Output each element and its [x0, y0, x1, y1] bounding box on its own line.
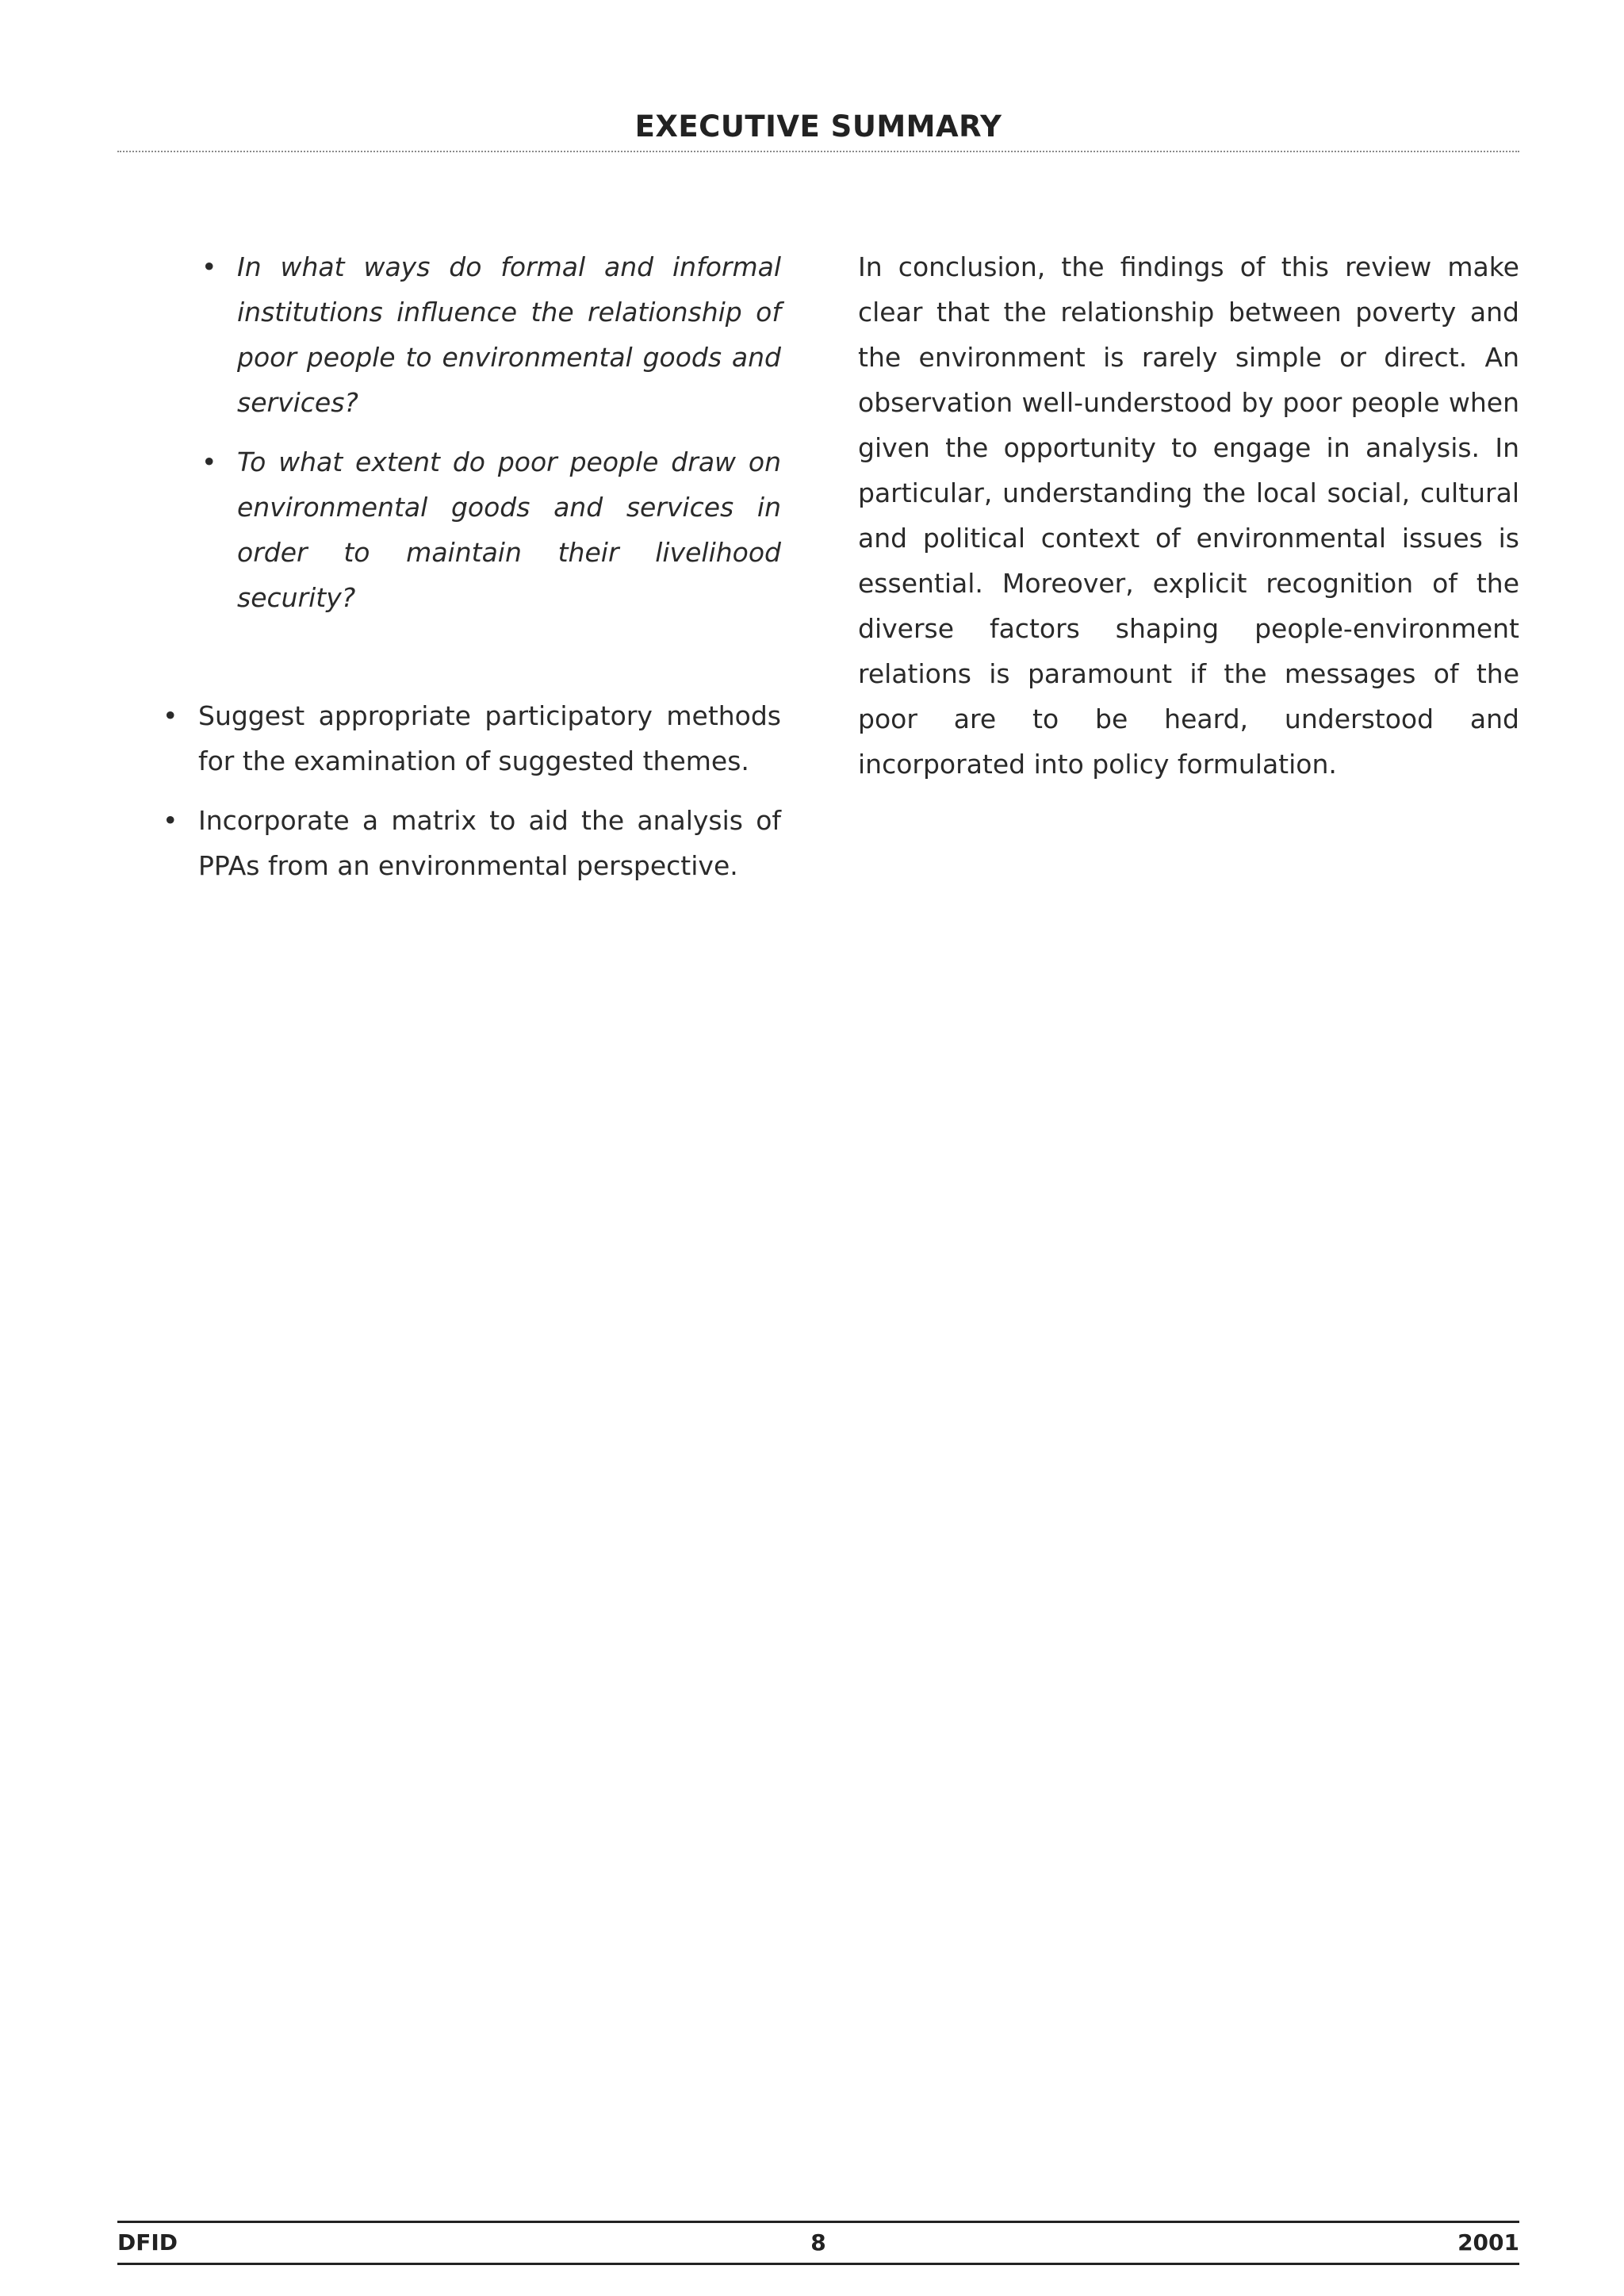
page-footer — [117, 2221, 1519, 2265]
right-column — [858, 244, 1519, 787]
page-header — [117, 109, 1519, 152]
list-item — [201, 439, 781, 620]
bullet-icon: • — [201, 251, 217, 282]
list-item — [163, 798, 781, 888]
bullet-icon: • — [163, 700, 178, 731]
left-column — [155, 244, 781, 903]
list-item-text: In what ways do formal and informal institutions influence the relationship of poor people to environmental goods and services? — [237, 251, 781, 418]
list-item-text: Suggest appropriate participatory methods for the examination of suggested themes. — [198, 700, 781, 776]
list-item-text: Incorporate a matrix to aid the analysis of PPAs from an environmental perspective. — [198, 805, 781, 881]
list-item-text: To what extent do poor people draw on environmental goods and services in order to maintain their livelihood security? — [237, 447, 781, 613]
list-item — [201, 244, 781, 425]
footer-organization: DFID — [117, 2229, 178, 2256]
sub-question-list — [155, 244, 781, 620]
bullet-icon: • — [163, 805, 178, 836]
page-title: EXECUTIVE SUMMARY — [634, 109, 1002, 144]
footer-year: 2001 — [1457, 2229, 1519, 2256]
bullet-icon: • — [201, 447, 217, 477]
page-number: 8 — [810, 2229, 826, 2256]
list-item — [163, 693, 781, 784]
conclusion-paragraph: In conclusion, the findings of this review make clear that the relationship between poverty and the environment is rarely simple or direct. An observation well-understood by poor people when given the opportunity to engage in analysis. In particular, understanding the local social, cultural and political context of environmental issues is essential. Moreover, explicit recognition of the diverse factors shaping people-environment relations is paramount if the messages of the poor are to be heard, understood and incorporated into policy formulation. — [858, 251, 1519, 780]
objective-list — [155, 693, 781, 888]
